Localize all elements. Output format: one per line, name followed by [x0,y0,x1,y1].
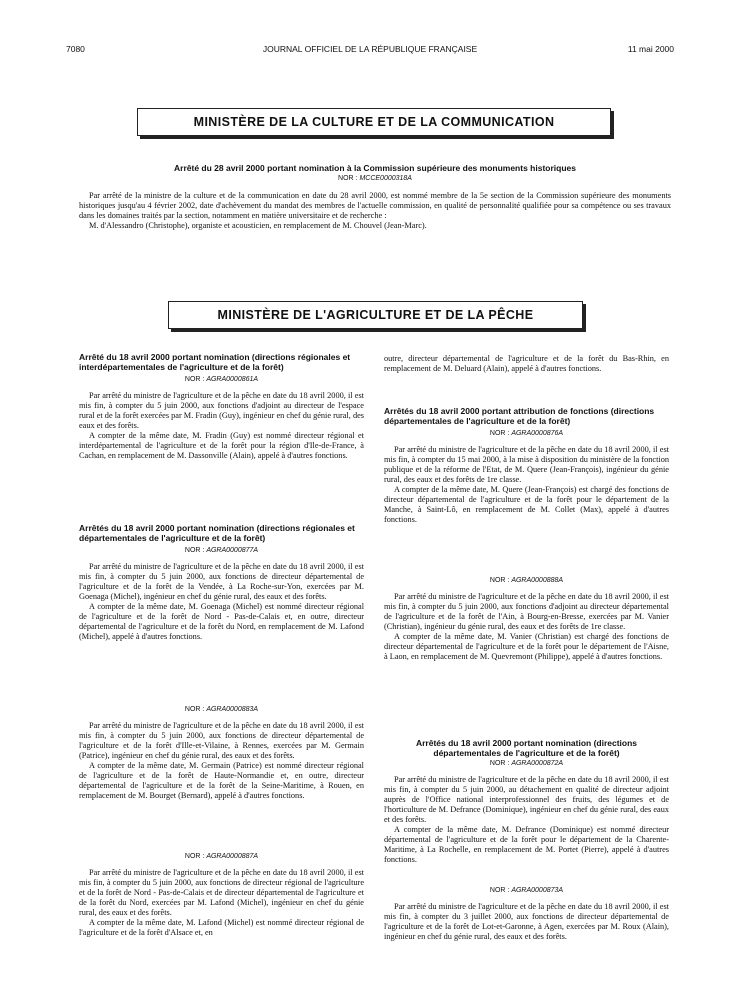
nor-code: MCCE0000318A [359,175,412,182]
nor-label: NOR : [184,706,205,713]
nor-reference [384,430,669,437]
article-block [384,354,669,374]
article-block [79,703,364,801]
article-paragraph: A compter de la même date, M. Vanier (Christian) est chargé des fonctions de directeur départemental de l'agriculture et de la forêt pour le département de l'Aisne, à Laon, en remplacement de M. Quevremont (Philippe), appelé à d'autres fonctions. [384,632,669,661]
nor-reference [384,577,669,584]
nor-reference [79,853,364,860]
article-paragraph: Par arrêté du ministre de l'agriculture et de la pêche en date du 18 avril 2000, il est mis fin, à compter du 5 juin 2000, aux fonctions d'adjoint au directeur de l'espace rural et de la forêt exercées par M. Fradin (Guy), ingénieur en chef du génie rural, des eaux et des forêts. [79,391,364,430]
article-paragraph: A compter de la même date, M. Defrance (Dominique) est nommé directeur départemental de l'agriculture et de la forêt pour le département de la Charente-Maritime, à La Rochelle, en remplacement de M. Portet (Pierre), appelé à d'autres fonctions. [384,825,669,864]
culture-article [79,163,671,231]
nor-code: AGRA0000887A [206,853,259,860]
nor-reference [79,175,671,182]
nor-reference [79,706,364,713]
nor-code: AGRA0000876A [511,430,564,437]
nor-code: AGRA0000888A [511,577,564,584]
nor-label: NOR : [489,760,510,767]
article-paragraph: Par arrêté du ministre de l'agriculture et de la pêche en date du 18 avril 2000, il est mis fin, à compter du 5 juin 2000, aux fonctions de directeur départemental de l'agriculture et de la forêt d'Ille-et-Vilaine, à Rennes, exercées par M. Germain (Patrice), ingénieur en chef du génie rural, des eaux et des forêts. [79,721,364,760]
article-paragraph: Par arrêté du ministre de l'agriculture et de la pêche en date du 18 avril 2000, il est mis fin, à compter du 3 juillet 2000, aux fonctions de directeur départemental de l'agriculture et de la forêt de Lot-et-Garonne, à Agen, exercées par M. Roux (Alain), ingénieur en chef du génie rural, des eaux et des forêts. [384,902,669,941]
article-paragraph: A compter de la même date, M. Fradin (Guy) est nommé directeur régional et interdépartemental de l'agriculture et de la forêt pour la région d'Ile-de-France, à Cachan, en remplacement de M. Dassonville (Alain), appelé à d'autres fonctions. [79,431,364,460]
nor-reference [79,376,364,383]
article-block [79,850,364,938]
article-paragraph: Par arrêté du ministre de l'agriculture et de la pêche en date du 18 avril 2000, il est mis fin, à compter du 5 juin 2000, aux fonctions de directeur départemental de l'agriculture et de la forêt de la Vendée, à La Roche-sur-Yon, exercées par M. Goenaga (Michel), ingénieur en chef du génie rural, des eaux et des forêts. [79,562,364,601]
article-paragraph: Par arrêté de la ministre de la culture et de la communication en date du 28 avril 2000, est nommé membre de la 5e section de la Commission supérieure des monuments historiques jusqu'au 4 février 2002, date d'achèvement du mandat des membres de l'actuelle commission, en qualité de personnalité qualifiée pour sa compétence ou ses travaux dans les domaines traités par la section, notamment en matière universitaire et de recherche : [79,191,671,220]
nor-reference [384,887,669,894]
article-title: Arrêtés du 18 avril 2000 portant attribution de fonctions (directions départementales de l'agriculture et de la forêt) [384,406,655,426]
article-paragraph: M. d'Alessandro (Christophe), organiste et acousticien, en remplacement de M. Chouvel (Jean-Marc). [89,221,427,230]
article-block [79,352,364,461]
article-paragraph: A compter de la même date, M. Goenaga (Michel) est nommé directeur régional de l'agriculture et de la forêt de Nord - Pas-de-Calais et, en outre, directeur départemental de l'agriculture et de la forêt du Nord, en remplacement de M. Lafond (Michel), appelé à d'autres fonctions. [79,602,364,641]
journal-title: JOURNAL OFFICIEL DE LA RÉPUBLIQUE FRANÇAISE [262,44,478,54]
nor-code: AGRA0000861A [206,376,259,383]
page-header [66,44,674,58]
article-paragraph: outre, directeur départemental de l'agriculture et de la forêt du Bas-Rhin, en remplacement de M. Deluard (Alain), appelé à d'autres fonctions. [384,354,669,373]
nor-code: AGRA0000877A [206,547,259,554]
nor-reference [384,760,669,767]
nor-label: NOR : [338,175,358,182]
nor-code: AGRA0000872A [511,760,564,767]
article-paragraph: A compter de la même date, M. Quere (Jean-François) est chargé des fonctions de directeur départemental de l'agriculture et de la forêt pour le département de la Manche, à Saint-Lô, en remplacement de M. Collet (Max), appelé à d'autres fonctions. [384,485,669,524]
nor-code: AGRA0000873A [511,887,564,894]
nor-label: NOR : [489,430,510,437]
ministry-agriculture-heading: MINISTÈRE DE L'AGRICULTURE ET DE LA PÊCHE [168,301,583,329]
nor-label: NOR : [489,577,510,584]
issue-date: 11 mai 2000 [627,44,674,54]
article-block [384,884,669,942]
ministry-culture-heading: MINISTÈRE DE LA CULTURE ET DE LA COMMUNICATION [137,108,611,136]
article-paragraph: Par arrêté du ministre de l'agriculture et de la pêche en date du 18 avril 2000, il est mis fin, à compter du 5 juin 2000, aux fonctions de directeur régional de l'agriculture et de la forêt de Nord - Pas-de-Calais et de directeur départemental de l'agriculture et de la forêt du Nord, exercées par M. Lafond (Michel), ingénieur en chef du génie rural, des eaux et des forêts. [79,868,364,917]
nor-label: NOR : [184,376,205,383]
article-title: Arrêtés du 18 avril 2000 portant nomination (directions départementales de l'agriculture et de la forêt) [415,738,638,758]
article-title: Arrêté du 28 avril 2000 portant nomination à la Commission supérieure des monuments historiques [174,163,576,173]
article-block [384,574,669,662]
page-number: 7080 [66,44,85,54]
article-block [79,523,364,642]
article-paragraph: A compter de la même date, M. Germain (Patrice) est nommé directeur régional de l'agriculture et de la forêt de Haute-Normandie et, en outre, directeur départemental de l'agriculture et de la forêt de la Seine-Maritime, à Rouen, en remplacement de M. Bourget (Bernard), appelé à d'autres fonctions. [79,761,364,800]
nor-code: AGRA0000883A [206,706,259,713]
article-paragraph: A compter de la même date, M. Lafond (Michel) est nommé directeur régional de l'agriculture et de la forêt d'Alsace et, en [79,918,364,937]
nor-label: NOR : [184,853,205,860]
article-paragraph: Par arrêté du ministre de l'agriculture et de la pêche en date du 18 avril 2000, il est mis fin, à compter du 5 juin 2000, au détachement en qualité de directeur adjoint auprès de l'Office national interprofessionnel des fruits, des légumes et de l'horticulture de M. Defrance (Dominique), ingénieur en chef du génie rural, des eaux et des forêts. [384,775,669,824]
nor-label: NOR : [489,887,510,894]
article-block [384,738,669,865]
article-title: Arrêtés du 18 avril 2000 portant nomination (directions régionales et départementales de l'agriculture et de la forêt) [79,523,355,543]
article-paragraph: Par arrêté du ministre de l'agriculture et de la pêche en date du 18 avril 2000, il est mis fin, à compter du 5 juin 2000, aux fonctions d'adjoint au directeur départemental de l'agriculture et de la forêt de l'Ain, à Bourg-en-Bresse, exercées par M. Vanier (Christian), ingénieur du génie rural, des eaux et des forêts de 1re classe. [384,592,669,631]
article-title: Arrêté du 18 avril 2000 portant nomination (directions régionales et interdépartementales de l'agriculture et de la forêt) [79,352,351,372]
nor-reference [79,547,364,554]
nor-label: NOR : [184,547,205,554]
article-paragraph: Par arrêté du ministre de l'agriculture et de la pêche en date du 18 avril 2000, il est mis fin, à compter du 15 mai 2000, à la mise à disposition du ministère de la fonction publique et de la réforme de l'Etat, de M. Quere (Jean-François), ingénieur du génie rural, des eaux et des forêts de 1re classe. [384,445,669,484]
article-block [384,406,669,525]
